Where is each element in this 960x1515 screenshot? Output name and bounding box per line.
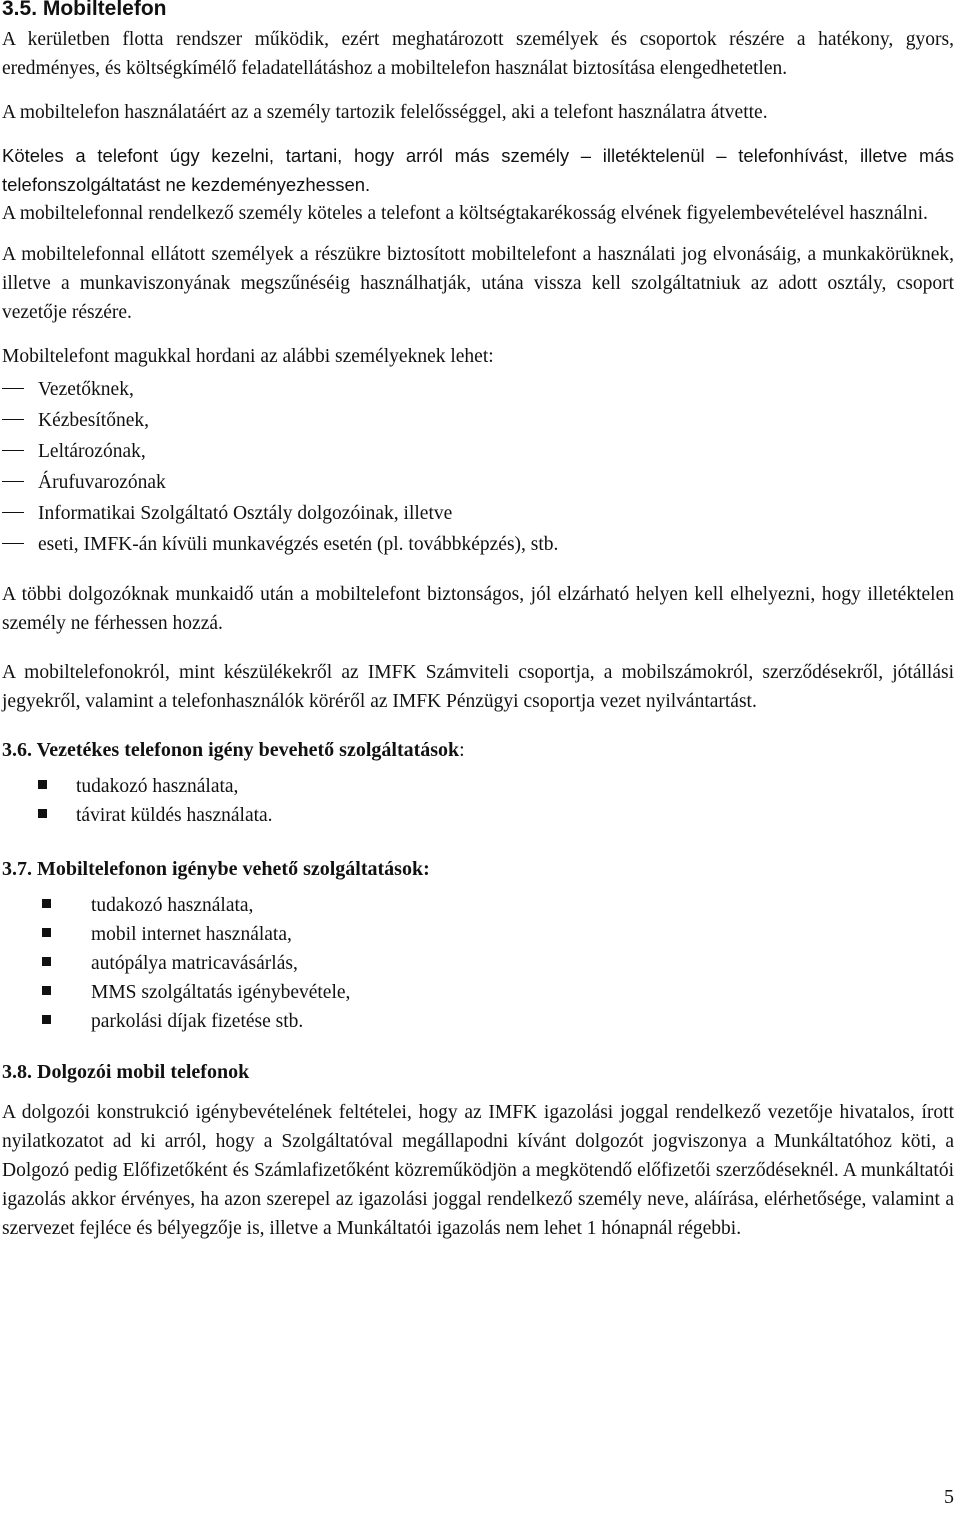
list-item-text: Vezetőknek, — [38, 379, 134, 400]
list-item-text: Informatikai Szolgáltató Osztály dolgozóinak, illetve — [38, 503, 453, 524]
paragraph-koteles: Köteles a telefont úgy kezelni, tartani, hogy arról más személy – illetéktelenül – telefonhívást, illetve más telefonszolgáltatást ne kezdeményezhessen. — [2, 145, 954, 195]
list-item — [2, 467, 954, 498]
list-item — [2, 436, 954, 467]
list-item-text: MMS szolgáltatás igénybevétele, — [91, 982, 351, 1003]
paragraph-koltsegtakarekossag: A mobiltelefonnal rendelkező személy köteles a telefont a költségtakarékosság elvének figyelembevételével használni. — [2, 203, 928, 224]
dash-marker — [2, 450, 24, 451]
list-item — [2, 498, 954, 529]
list-item-text: autópálya matricavásárlás, — [91, 953, 298, 974]
list-item — [76, 772, 954, 801]
paragraph-hasznalati-jog: A mobiltelefonnal ellátott személyek a részükre biztosított mobiltelefont a használati jog elvonásáig, a munkakörüknek, illetve a munkaviszonyának megszűnéséig használhatják, utána vissza kell szolgáltatniuk az adott osztály, csoport vezetője részére. — [2, 244, 954, 323]
list-item-text: távirat küldés használata. — [76, 805, 273, 826]
paragraph-flotta: A kerületben flotta rendszer működik, ezért meghatározott személyek és csoportok részére a hatékony, gyors, eredményes, és költségkímélő feladatellátáshoz a mobiltelefon használat biztosítása elengedhetetlen. — [2, 29, 954, 79]
list-item — [91, 978, 954, 1007]
list-item-text: Leltározónak, — [38, 441, 146, 462]
list-item-text: mobil internet használata, — [91, 924, 292, 945]
square-bullet — [38, 780, 47, 789]
list-item-text: tudakozó használata, — [91, 895, 254, 916]
list-item — [2, 405, 954, 436]
dash-marker — [2, 543, 24, 544]
dash-marker — [2, 388, 24, 389]
square-bullet — [42, 1015, 51, 1024]
list-item-text: Kézbesítőnek, — [38, 410, 150, 431]
page-number: 5 — [944, 1486, 954, 1508]
list-item-text: Árufuvarozónak — [38, 472, 166, 493]
list-item-text: eseti, IMFK-án kívüli munkavégzés esetén (pl. továbbképzés), stb. — [38, 534, 559, 555]
section-heading-3-8: 3.8. Dolgozói mobil telefonok — [2, 1061, 250, 1083]
list-item — [91, 1007, 954, 1036]
dash-marker — [2, 419, 24, 420]
paragraph-magukkal-hordani: Mobiltelefont magukkal hordani az alábbi személyeknek lehet: — [2, 346, 494, 367]
paragraph-tobbi-dolgozo: A többi dolgozóknak munkaidő után a mobiltelefont biztonságos, jól elzárható helyen kell elhelyezni, hogy illetéktelen személy ne férhessen hozzá. — [2, 584, 954, 634]
dash-list-persons — [2, 374, 954, 560]
dash-marker — [2, 512, 24, 513]
list-item — [91, 949, 954, 978]
square-bullet — [42, 986, 51, 995]
dash-marker — [2, 481, 24, 482]
square-bullet — [42, 928, 51, 937]
paragraph-nyilvantartas: A mobiltelefonokról, mint készülékekről az IMFK Számviteli csoportja, a mobilszámokról, szerződésekről, jótállási jegyekről, valamint a telefonhasználók köréről az IMFK Pénzügyi csoportja vezet nyilvántartást. — [2, 662, 954, 712]
square-bullet — [38, 809, 47, 818]
heading-colon: : — [459, 739, 465, 761]
section-heading-3-6-text: 3.6. Vezetékes telefonon igény bevehető szolgáltatások — [2, 739, 460, 761]
paragraph-felelosseg: A mobiltelefon használatáért az a személy tartozik felelősséggel, aki a telefont használatra átvette. — [2, 102, 768, 123]
section-heading-3-7: 3.7. Mobiltelefonon igénybe vehető szolgáltatások: — [2, 858, 430, 880]
list-item — [2, 374, 954, 405]
square-bullet — [42, 957, 51, 966]
list-item — [91, 891, 954, 920]
list-item — [76, 801, 954, 830]
list-item-text: tudakozó használata, — [76, 776, 239, 797]
list-item — [2, 529, 954, 560]
list-item — [91, 920, 954, 949]
section-heading-3-5: 3.5. Mobiltelefon — [2, 0, 167, 20]
section-heading-3-6 — [2, 738, 954, 762]
list-item-text: parkolási díjak fizetése stb. — [91, 1011, 304, 1032]
paragraph-dolgozoi-konstrukcio: A dolgozói konstrukció igénybevételének feltételei, hogy az IMFK igazolási joggal rendelkező vezetője hivatalos, írott nyilatkozatot ad ki arról, hogy a Szolgáltatóval megállapodni kívánt dolgozót jogviszonya a Munkáltatóhoz köti, a Dolgozó pedig Előfizetőként és Számlafizetőként közreműködjön a megkötendő előfizetői szerződéseknél. A munkáltatói igazolás akkor érvényes, ha azon szerepel az igazolási joggal rendelkező személy neve, aláírása, elérhetősége, valamint a szervezet fejléce és bélyegzője is, illetve a Munkáltatói igazolás nem lehet 1 hónapnál régebbi. — [2, 1102, 954, 1239]
bullet-list-mobil — [2, 891, 954, 1036]
square-bullet — [42, 899, 51, 908]
bullet-list-vezetekes — [2, 772, 954, 830]
